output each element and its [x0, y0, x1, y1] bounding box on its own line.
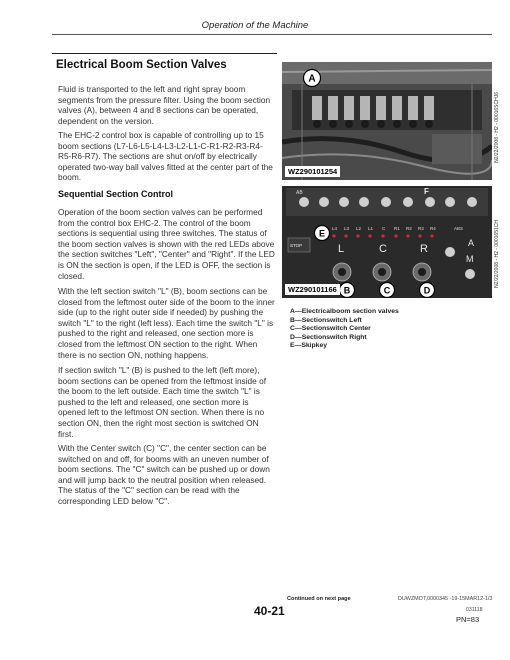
svg-text:R: R — [420, 243, 428, 255]
svg-text:AB: AB — [296, 190, 303, 196]
section-title: Electrical Boom Section Valves — [56, 59, 227, 71]
legend-item: E—Skipkey — [290, 342, 328, 350]
svg-text:C: C — [379, 243, 387, 255]
svg-text:L4: L4 — [332, 226, 338, 231]
svg-text:R1: R1 — [394, 226, 400, 231]
header-title: Operation of the Machine — [201, 20, 309, 31]
figure-2-label: WZ290101166 — [285, 284, 340, 295]
control-box-photo — [282, 186, 492, 298]
svg-text:ABS: ABS — [454, 226, 464, 231]
paragraph-5: If section switch "L" (B) is pushed to the left (left more), boom sections can be opened from the leftmost inside of the boom to the left outside. Each time the switch "L" is pushed to the left and released, one section more is opened left to the leftmost ON section. When there is no section ON, then the right most section is switched ON first. — [58, 365, 267, 439]
callout-a — [302, 68, 322, 88]
document-code: DUWZMOT,0000345 -19-15MAR12-1/3 — [398, 596, 493, 602]
callout-c — [378, 281, 396, 298]
header-rule — [52, 34, 492, 35]
svg-text:A: A — [308, 73, 316, 85]
svg-text:F: F — [424, 187, 429, 196]
svg-text:M: M — [466, 254, 474, 264]
svg-text:C: C — [383, 285, 391, 296]
callout-e — [313, 224, 331, 242]
legend-item: B—Sectionswitch Left — [290, 316, 362, 324]
svg-text:D: D — [423, 285, 431, 296]
continued-note: Continued on next page — [287, 596, 351, 602]
figure-legend — [290, 308, 399, 351]
figure-1-side-code: N2/22/2008 - H2 - 00016SCHJ6 — [494, 92, 500, 163]
page-code: 031118 — [466, 607, 483, 613]
legend-item: D—Sectionswitch Right — [290, 333, 367, 341]
svg-text:L: L — [338, 243, 345, 255]
figure-2-side-code: N2/22/2008 - H2 - 0001651CH — [494, 220, 500, 288]
paragraph-2: The EHC-2 control box is capable of controlling up to 15 boom sections (L7-L6-L5-L4-L3-L2-L1-C-R1-R2-R3-R4-R5-R6-R7). The sections are shut on/off by electrically operated two-way ball valves fitted at the center part of the boom. — [58, 130, 273, 183]
pn-number: PN=83 — [456, 615, 480, 624]
legend-item: A—Electricalboom section valves — [290, 308, 399, 315]
paragraph-6: With the Center switch (C) "C", the center section can be switched on and off, for booms with an uneven number of boom sections. The "C" switch can be pushed up or down and will jump back to the neutral position when released. The status of the "C" section can be read with the corresponding LED below "C". — [58, 443, 270, 506]
callout-b — [338, 281, 356, 298]
svg-text:R2: R2 — [406, 226, 412, 231]
svg-text:R4: R4 — [430, 226, 436, 231]
svg-text:A: A — [468, 238, 475, 248]
paragraph-4: With the left section switch "L" (B), boom sections can be closed from the leftmost outer side of the boom to the inner side (up to the right outer side if needed) by pushing the switch "L" to the right (left less). Each time the switch "L" is pushed to the right and released, one section more is closed from the leftmost ON section to the right. When there is no section ON, nothing happens. — [58, 286, 275, 360]
svg-text:L1: L1 — [368, 226, 374, 231]
subheading-sequential: Sequential Section Control — [58, 189, 174, 199]
svg-text:B: B — [343, 285, 351, 296]
figure-1-label: WZ290101254 — [285, 166, 340, 177]
page-number: 40-21 — [254, 604, 285, 618]
legend-item: C—Sectionswitch Center — [290, 325, 371, 333]
svg-text:L3: L3 — [344, 226, 350, 231]
paragraph-3: Operation of the boom section valves can be performed from the control box EHC-2. The control of the boom sections is sequential using three switches. The status of the boom section valves is shown with the red LEDs above the section switches "Left", "Center" and "Right". If the LED is ON the section is open, if the LED is OFF, the section is closed. — [58, 207, 275, 281]
svg-text:STOP: STOP — [290, 243, 303, 248]
svg-text:E: E — [318, 228, 326, 239]
svg-text:R3: R3 — [418, 226, 424, 231]
svg-text:C: C — [382, 226, 386, 231]
svg-text:L2: L2 — [356, 226, 362, 231]
paragraph-1: Fluid is transported to the left and right spray boom segments from the pressure filter. Using the boom section valves (A), between 4 and 8 sections can be operated, dependent on the version. — [58, 84, 271, 126]
boom-valves-photo — [282, 62, 492, 180]
callout-d — [418, 281, 436, 298]
